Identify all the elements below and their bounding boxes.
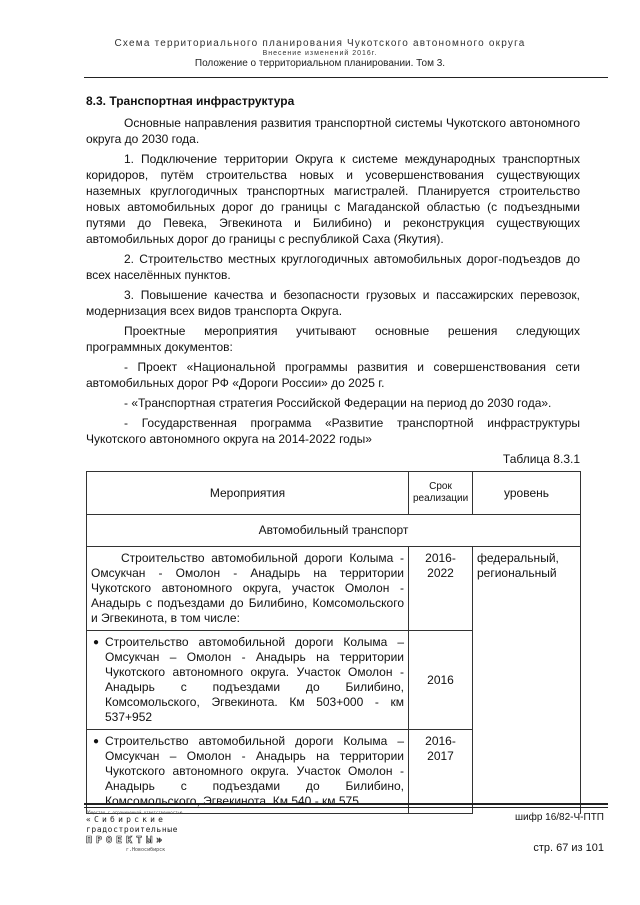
footer-divider: [84, 803, 608, 805]
measure-text: Строительство автомобильной дороги Колыма - Омсукчан - Омолон - Анадырь на территории Чукотского автономного округа, участок Омолон - Анадырь с подъездами до Билибино, Комсомольского и Эгвекинота, в том числе:: [87, 547, 409, 631]
paragraph-document-2: - «Транспортная стратегия Российской Федерации на период до 2030 года».: [124, 396, 552, 410]
measure-term: 2016- 2022: [409, 547, 473, 631]
paragraph-item-1: 1. Подключение территории Округа к системе международных транспортных коридоров, путём строительства новых и усовершенствования существующих наземных круглогодичных транспортных магистралей. Планируется строительство новых автомобильных дорог до границы с Магаданской областью (с подъездными путями до Певека, Эгвекинота и Билибино) и реконструкция существующих автомобильных дорог до границы с республикой Саха (Якутия).: [86, 152, 580, 246]
header-divider: [84, 77, 608, 78]
measure-text: [87, 730, 409, 814]
table-header-row: [87, 472, 581, 515]
header-measures: Мероприятия: [87, 472, 409, 515]
page-content: [86, 93, 580, 814]
logo-company-type: Общество с ограниченной ответственностью: [86, 810, 183, 815]
header-volume: Положение о территориальном планировании. Том 3.: [194, 58, 446, 70]
table-section-row: [87, 515, 581, 547]
header-document-title: Схема территориального планирования Чукотского автономного округа: [114, 38, 526, 49]
bullet-icon: ●: [93, 637, 100, 648]
paragraph-document-3: - Государственная программа «Развитие транспортной инфраструктуры Чукотского автономного округа на 2014-2022 годы»: [86, 416, 580, 446]
bullet-icon: ●: [93, 736, 100, 747]
paragraph-document-1: - Проект «Национальной программы развития и совершенствования сети автомобильных дорог РФ «Дороги России» до 2025 г.: [86, 360, 580, 390]
footer-divider-thin: [84, 807, 608, 808]
measures-table: [86, 471, 581, 814]
measure-term: 2016-2017: [409, 730, 473, 814]
document-cipher: шифр 16/82-Ч-ПТП: [514, 812, 604, 823]
section-automobile-transport: Автомобильный транспорт: [87, 515, 581, 547]
company-logo: [86, 810, 186, 854]
paragraph-item-3: 3. Повышение качества и безопасности грузовых и пассажирских перевозок, модернизация всех видов транспорта Округа.: [86, 288, 580, 318]
page-number: стр. 67 из 101: [533, 842, 604, 854]
page-header: [0, 38, 640, 70]
measure-text: [87, 631, 409, 730]
logo-line-projects: ПРОЕКТЫ»: [86, 835, 167, 846]
logo-city: г.Новосибирск: [126, 847, 166, 853]
header-level: уровень: [473, 472, 581, 515]
paragraph-item-2: 2. Строительство местных круглогодичных автомобильных дорог-подъездов до всех населённых пунктов.: [86, 252, 580, 282]
measure-text-content: Строительство автомобильной дороги Колыма – Омсукчан – Омолон - Анадырь на территории Чукотского автономного округа. Участок Омолон - Анадырь с подъездами до Билибино, Комсомольского, Эгвекинота. Км 540 - км 575: [105, 734, 404, 808]
table-caption: Таблица 8.3.1: [502, 452, 580, 466]
paragraph-intro: Основные направления развития транспортной системы Чукотского автономного округа до 2030 года.: [86, 116, 580, 146]
measure-level: федеральный, региональный: [473, 547, 581, 814]
logo-line-siberian: «Сибирские: [86, 815, 167, 824]
table-row: [87, 547, 581, 631]
paragraph-documents-intro: Проектные мероприятия учитывают основные решения следующих программных документов:: [86, 324, 580, 354]
header-revision: Внесение изменений 2016г.: [262, 50, 378, 57]
section-title: 8.3. Транспортная инфраструктура: [86, 94, 295, 108]
logo-line-urban: градостроительные: [86, 825, 179, 834]
measure-term: 2016: [409, 631, 473, 730]
measure-text-content: Строительство автомобильной дороги Колыма – Омсукчан – Омолон - Анадырь на территории Чукотского автономного округа. Участок Омолон - Анадырь с подъездами до Билибино, Комсомольского, Эгвекинота. Км 503+000 - км 537+952: [105, 635, 404, 724]
header-term: Срок реализации: [409, 472, 473, 515]
